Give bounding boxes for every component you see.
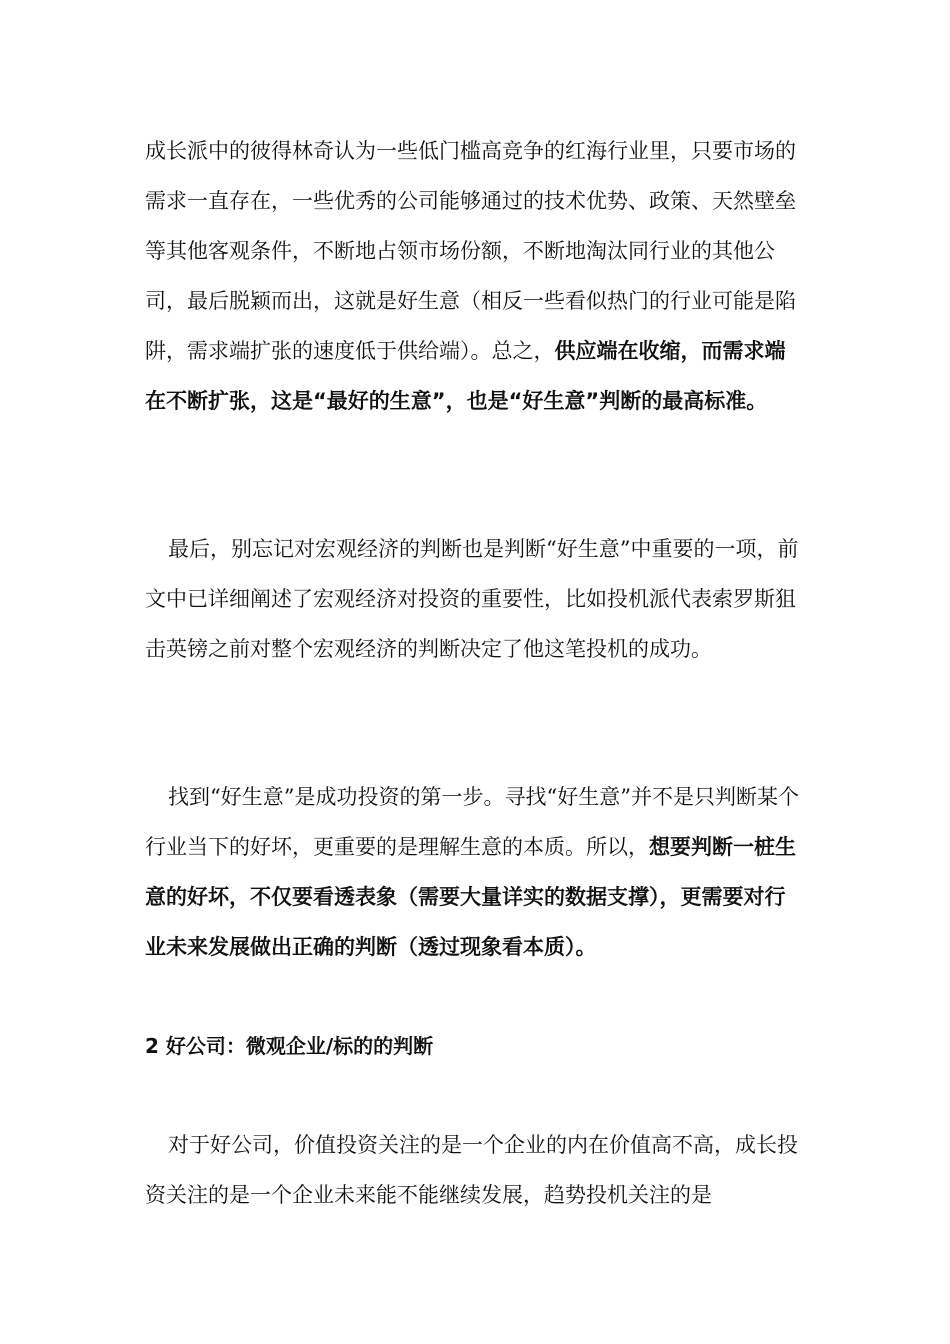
paragraph-growth-school [145, 126, 805, 426]
paragraph-text: 成长派中的彼得林奇认为一些低门槛高竞争的红海行业里，只要市场的需求一直存在，一些优秀的公司能够通过的技术优势、政策、天然壁垒等其他客观条件，不断地占领市场份额，不断地淘汰同行业的其他公司，最后脱颖而出，这就是好生意（相反一些看似热门的行业可能是陷阱，需求端扩张的速度低于供给端）。总之， [145, 139, 796, 363]
paragraph-bold-text: 供应端在收缩，而需求端在不断扩张，这是“最好的生意”，也是“好生意”判断的最高标准。 [145, 339, 786, 413]
paragraph-good-company [145, 1120, 805, 1220]
paragraph-text: 对于好公司，价值投资关注的是一个企业的内在价值高不高，成长投资关注的是一个企业未来能不能继续发展，趋势投机关注的是 [145, 1133, 798, 1207]
paragraph-text: 最后，别忘记对宏观经济的判断也是判断“好生意”中重要的一项，前文中已详细阐述了宏观经济对投资的重要性，比如投机派代表索罗斯狙击英镑之前对整个宏观经济的判断决定了他这笔投机的成功。 [145, 537, 799, 661]
paragraph-bold-text: 想要判断一桩生意的好坏，不仅要看透表象（需要大量详实的数据支撑），更需要对行业未来发展做出正确的判断（透过现象看本质）。 [145, 835, 796, 959]
paragraph-text: 找到“好生意”是成功投资的第一步。寻找“好生意”并不是只判断某个行业当下的好坏，更重要的是理解生意的本质。所以， [145, 785, 799, 859]
paragraph-good-business [145, 772, 805, 972]
paragraph-macro-economy [145, 524, 805, 674]
section-heading: 2 好公司：微观企业/标的的判断 [145, 1034, 434, 1058]
